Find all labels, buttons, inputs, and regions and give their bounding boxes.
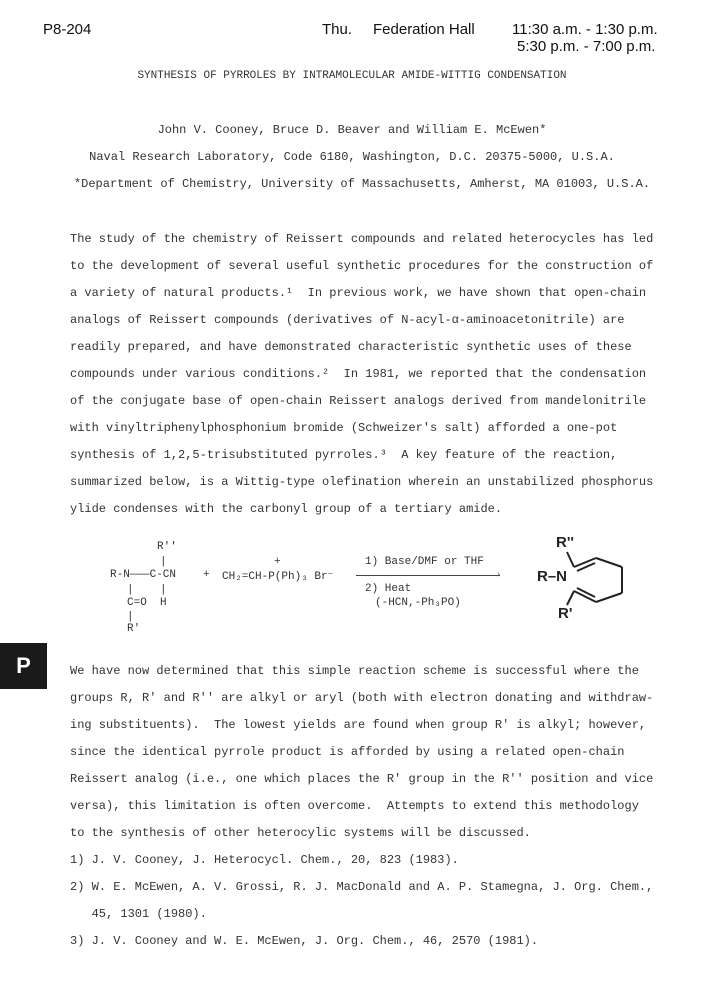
reactant-carbonyl: C=O H <box>127 597 167 609</box>
schweizer-salt: CH₂=CH-P(Ph)₃ Br⁻ <box>222 571 334 583</box>
text-line: analogs of Reissert compounds (derivatives of N-acyl-α-aminoacetonitrile) are <box>70 313 625 327</box>
session-location: Federation Hall <box>373 21 475 38</box>
product-r-double-prime: R'' <box>556 534 574 551</box>
pyrrole-ring-icon <box>560 545 640 615</box>
session-day: Thu. <box>322 21 353 38</box>
text-line: ing substituents). The lowest yields are found when group R' is alkyl; however, <box>70 718 647 732</box>
text-line: We have now determined that this simple reaction scheme is successful where the <box>70 664 639 678</box>
bond-lines: | | <box>127 584 167 596</box>
text-line: readily prepared, and have demonstrated characteristic synthetic uses of these <box>70 340 632 354</box>
reference-2-cont: 45, 1301 (1980). <box>70 907 207 921</box>
reference-3: 3) J. V. Cooney and W. E. McEwen, J. Org. Chem., 46, 2570 (1981). <box>70 934 539 948</box>
text-line: versa), this limitation is often overcome. Attempts to extend this methodology <box>70 799 639 813</box>
paper-title: SYNTHESIS OF PYRROLES BY INTRAMOLECULAR AMIDE-WITTIG CONDENSATION <box>137 70 567 82</box>
reactant-r-double-prime: R'' <box>157 541 177 553</box>
authors: John V. Cooney, Bruce D. Beaver and William E. McEwen* <box>157 123 547 137</box>
bond-line: | <box>127 611 134 623</box>
step-2-note: (-HCN,-Ph₃PO) <box>375 597 461 609</box>
step-1: 1) Base/DMF or THF <box>365 556 484 568</box>
text-line: of the conjugate base of open-chain Reissert analogs derived from mandelonitrile <box>70 394 647 408</box>
product-nitrogen: R–N <box>537 568 568 585</box>
bond-line: | <box>160 556 167 568</box>
text-line: since the identical pyrrole product is afforded by using a related open-chain <box>70 745 625 759</box>
reaction-arrow <box>356 575 500 576</box>
text-line: synthesis of 1,2,5-trisubstituted pyrroles.³ A key feature of the reaction, <box>70 448 618 462</box>
text-line: The study of the chemistry of Reissert compounds and related heterocycles has led <box>70 232 654 246</box>
affiliation-1: Naval Research Laboratory, Code 6180, Washington, D.C. 20375-5000, U.S.A. <box>89 150 615 164</box>
plus-sign: + <box>203 569 210 581</box>
charge-plus: + <box>274 556 281 568</box>
session-time-1: 11:30 a.m. - 1:30 p.m. <box>512 21 658 38</box>
reactant-main: R-N———C-CN <box>110 569 177 581</box>
session-time-2: 5:30 p.m. - 7:00 p.m. <box>517 38 656 55</box>
poster-code: P8-204 <box>43 21 92 38</box>
text-line: Reissert analog (i.e., one which places the R' group in the R'' position and vice <box>70 772 654 786</box>
affiliation-2: *Department of Chemistry, University of Massachusetts, Amherst, MA 01003, U.S.A. <box>73 177 651 191</box>
step-2: 2) Heat <box>365 583 412 595</box>
poster-category-badge: P <box>0 643 47 689</box>
text-line: to the synthesis of other heterocylic systems will be discussed. <box>70 826 531 840</box>
reference-1: 1) J. V. Cooney, J. Heterocycl. Chem., 20, 823 (1983). <box>70 853 459 867</box>
text-line: a variety of natural products.¹ In previous work, we have shown that open-chain <box>70 286 647 300</box>
text-line: compounds under various conditions.² In 1981, we reported that the condensation <box>70 367 647 381</box>
text-line: summarized below, is a Wittig-type olefination wherein an unstabilized phosphorus <box>70 475 654 489</box>
arrow-head-icon: › <box>497 569 501 580</box>
text-line: groups R, R' and R'' are alkyl or aryl (both with electron donating and withdraw- <box>70 691 654 705</box>
reactant-r-prime: R' <box>127 623 141 635</box>
text-line: to the development of several useful synthetic procedures for the construction of <box>70 259 654 273</box>
text-line: with vinyltriphenylphosphonium bromide (Schweizer's salt) afforded a one-pot <box>70 421 618 435</box>
reference-2: 2) W. E. McEwen, A. V. Grossi, R. J. MacDonald and A. P. Stamegna, J. Org. Chem., <box>70 880 654 894</box>
text-line: ylide condenses with the carbonyl group of a tertiary amide. <box>70 502 503 516</box>
product-r-prime: R' <box>558 605 573 622</box>
